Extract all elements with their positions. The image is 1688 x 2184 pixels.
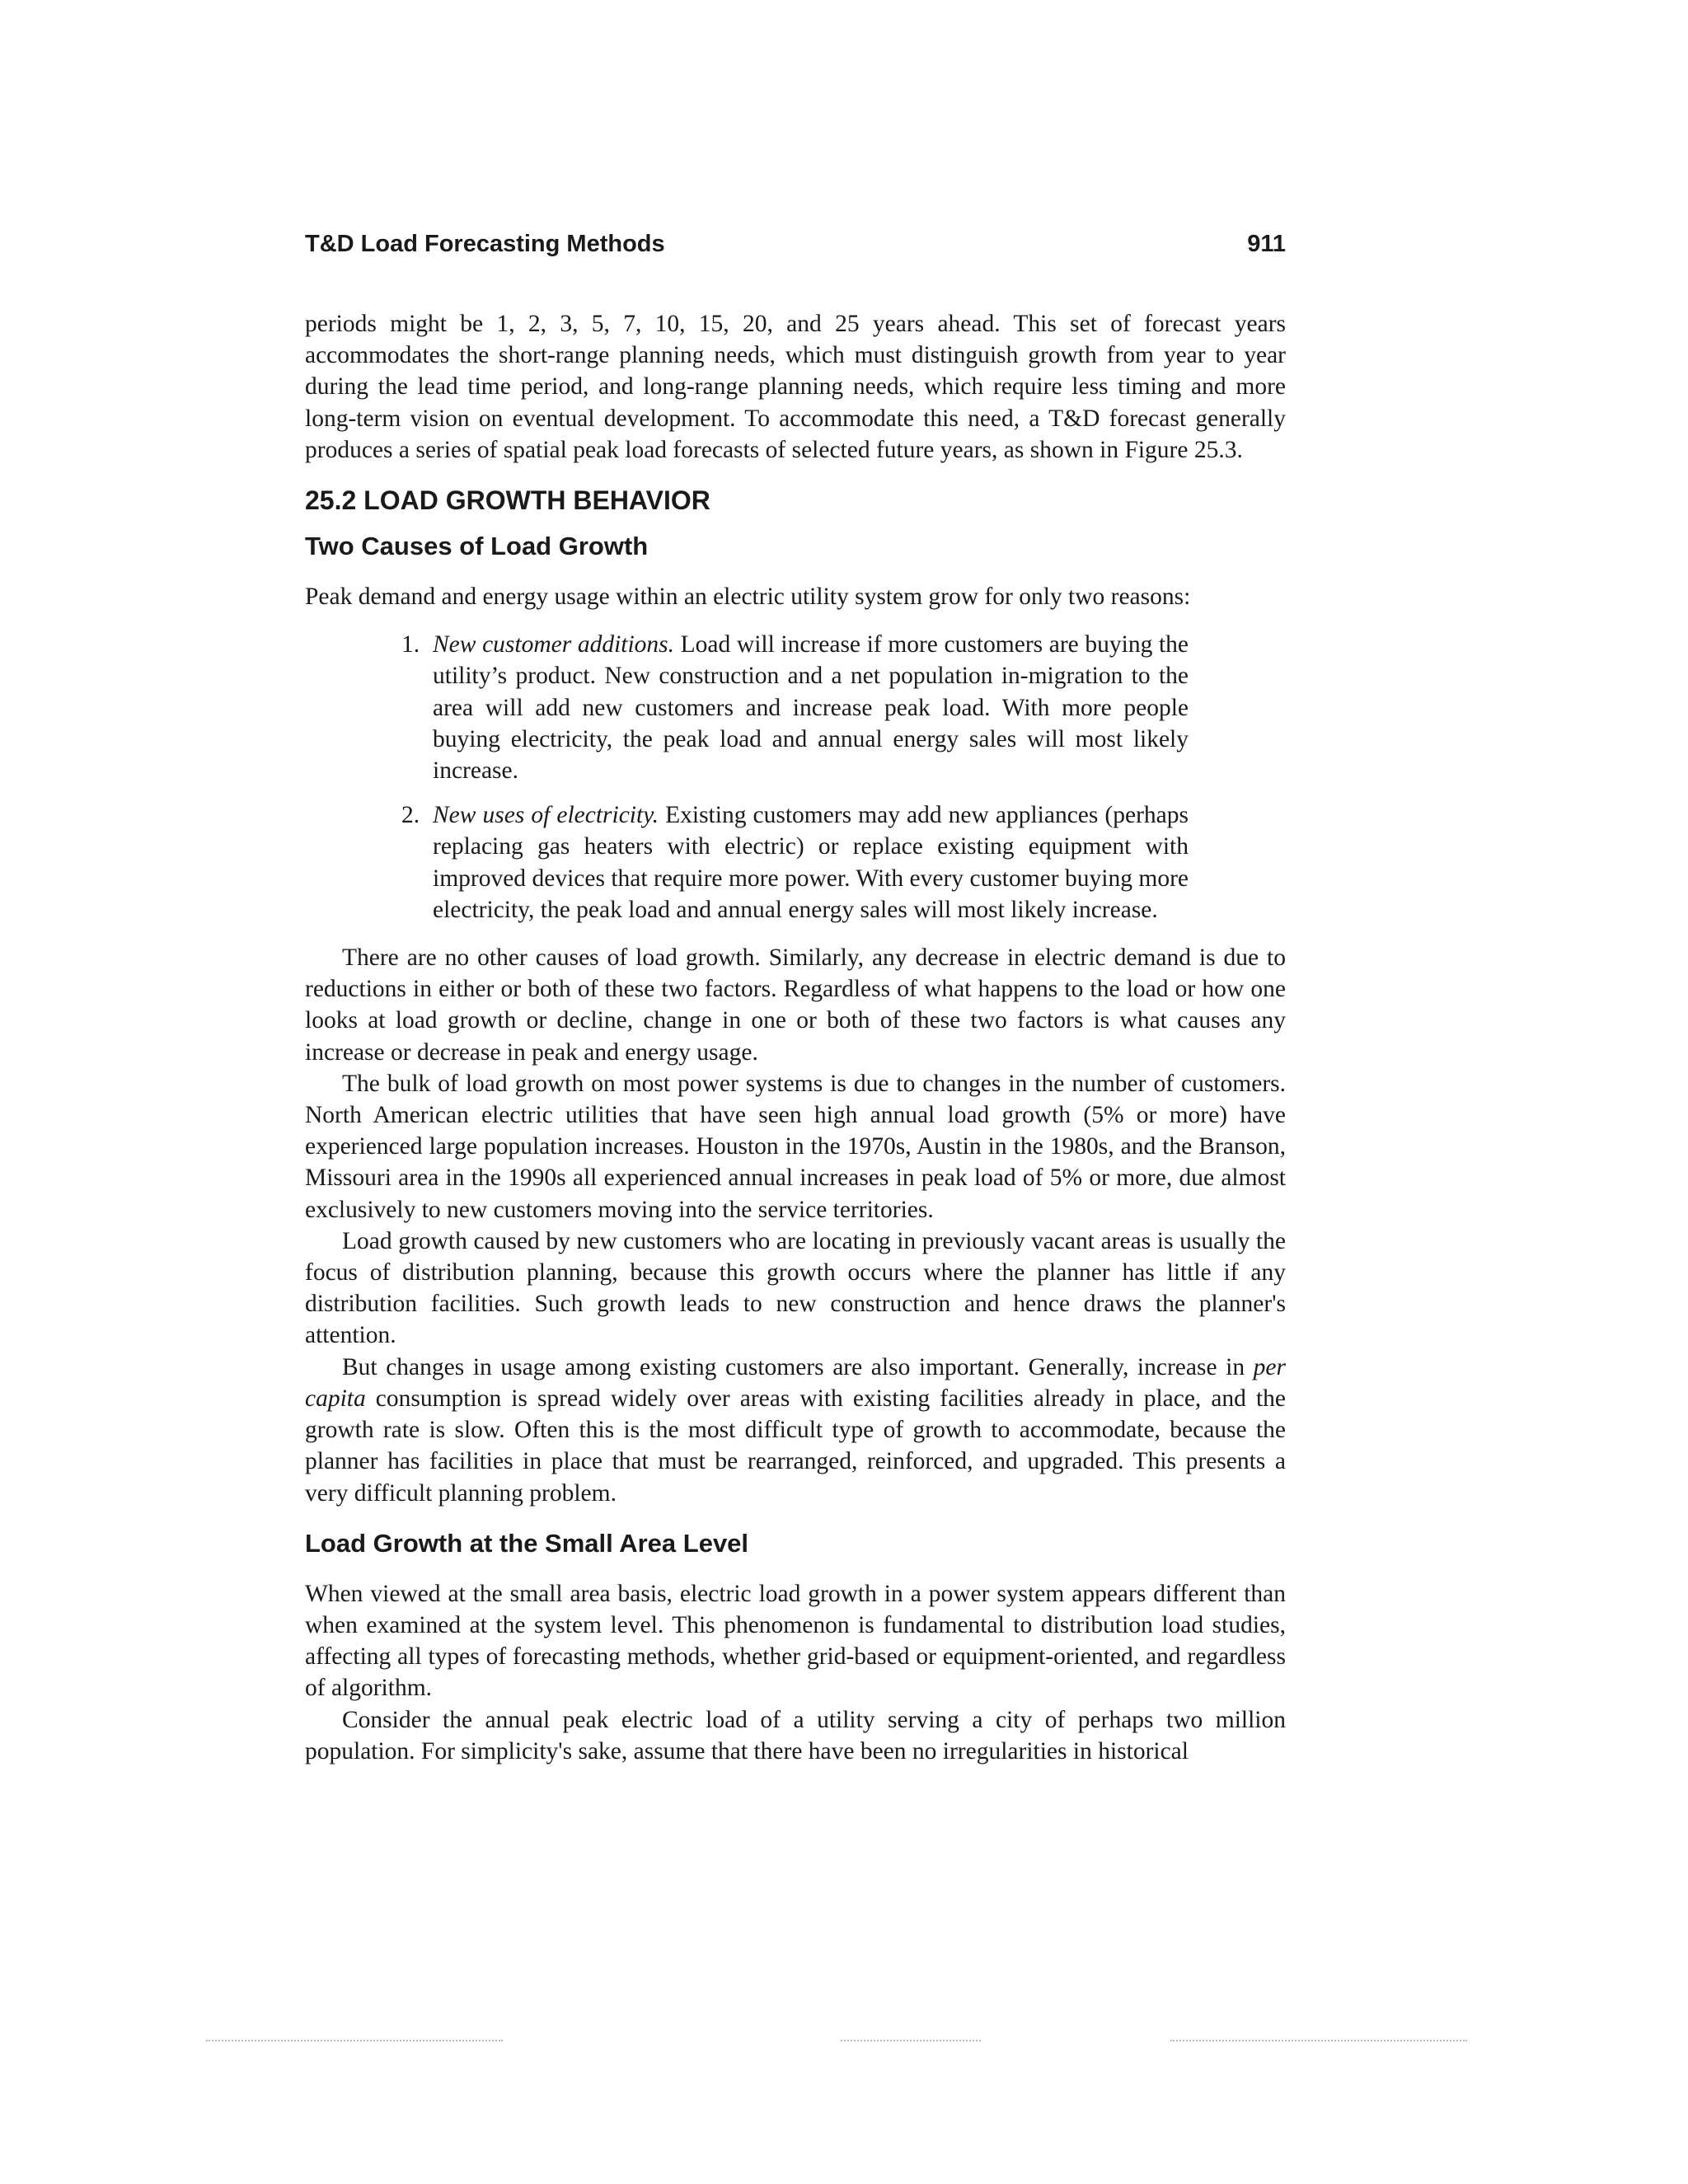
scan-artifact-line xyxy=(841,2040,981,2042)
list-item xyxy=(401,799,1189,926)
paragraph-two-reasons: Peak demand and energy usage within an electric utility system grow for only two reasons: xyxy=(305,583,1191,611)
text-run: But changes in usage among existing customers are also important. Generally, increase in xyxy=(342,1353,1254,1380)
paragraph-customer-count: The bulk of load growth on most power systems is due to changes in the number of customers. North American electric utilities that have seen high annual load growth (5% or more) have experienced large population increases. Houston in the 1970s, Austin in the 1980s, and the Branson, Missouri area in the 1990s all experienced annual increases in peak load of 5% or more, due almost exclusively to new customers moving into the service territories. xyxy=(305,1070,1286,1223)
paragraph-small-area-basis: When viewed at the small area basis, electric load growth in a power system appears different than when examined at the system level. This phenomenon is fundamental to distribution load studies, affecting all types of forecasting methods, whether grid-based or equipment-oriented, and regardless of algorithm. xyxy=(305,1580,1286,1702)
list-item-text: Load will increase if more customers are buying the utility’s product. New construction and a net population in-migration to the area will add new customers and increase peak load. With more people buying electricity, the peak load and annual energy sales will most likely increase. xyxy=(433,631,1189,785)
list-item-lead: New uses of electricity. xyxy=(433,802,659,829)
running-title: T&D Load Forecasting Methods xyxy=(305,231,665,257)
page xyxy=(305,231,1286,1767)
paragraph-forecast-years: periods might be 1, 2, 3, 5, 7, 10, 15, 20, and 25 years ahead. This set of forecast years accommodates the short-range planning needs, which must distinguish growth from year to year during the lead time period, and long-range planning needs, which require less timing and more long-term vision on eventual development. To accommodate this need, a T&D forecast generally produces a series of spatial peak load forecasts of selected future years, as shown in Figure 25.3. xyxy=(305,311,1286,463)
scan-artifact-line xyxy=(206,2040,503,2042)
list-item-lead: New customer additions. xyxy=(433,631,675,658)
page-body xyxy=(305,308,1286,1767)
section-heading: 25.2 LOAD GROWTH BEHAVIOR xyxy=(305,485,710,516)
list-item-number: 1. xyxy=(401,631,420,658)
paragraph-consider-city: Consider the annual peak electric load of a utility serving a city of perhaps two million population. For simplicity's sake, assume that there have been no irregularities in historical xyxy=(305,1706,1286,1765)
page-number: 911 xyxy=(1247,231,1286,257)
paragraph-no-other-causes: There are no other causes of load growth. Similarly, any decrease in electric demand is due to reductions in either or both of these two factors. Regardless of what happens to the load or how one looks at load growth or decline, change in one or both of these two factors is what causes any increase or decrease in peak and energy usage. xyxy=(305,944,1286,1066)
list-item xyxy=(401,629,1189,786)
subheading-two-causes: Two Causes of Load Growth xyxy=(305,532,649,561)
list-item-number: 2. xyxy=(401,802,420,829)
paragraph-existing-usage xyxy=(305,1352,1286,1509)
emphasis-per-capita: per capita xyxy=(305,1353,1286,1412)
scan-artifact-line xyxy=(1170,2040,1467,2042)
list-item-text: Existing customers may add new appliances (perhaps replacing gas heaters with electric) or replace existing equipment with improved devices that require more power. With every customer buying more electricity, the peak load and annual energy sales will most likely increase. xyxy=(433,802,1189,923)
subheading-small-area: Load Growth at the Small Area Level xyxy=(305,1528,749,1558)
causes-list xyxy=(305,629,1286,926)
paragraph-vacant-areas: Load growth caused by new customers who are locating in previously vacant areas is usually the focus of distribution planning, because this growth occurs where the planner has little if any distribution facilities. Such growth leads to new construction and hence draws the planner's attention. xyxy=(305,1227,1286,1349)
running-head xyxy=(305,231,1286,269)
text-run: consumption is spread widely over areas with existing facilities already in place, and the growth rate is slow. Often this is the most difficult type of growth to accommodate, because the planner has facilities in place that must be rearranged, reinforced, and upgraded. This presents a very difficult planning problem. xyxy=(305,1385,1286,1507)
